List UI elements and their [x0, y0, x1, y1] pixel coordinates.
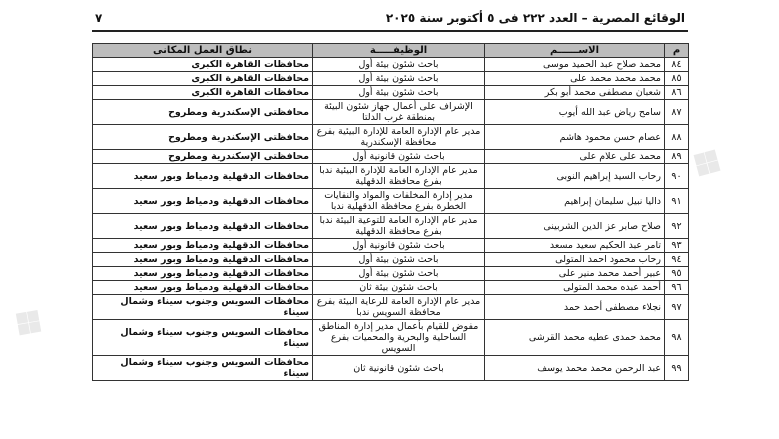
job-title: باحث شئون قانونية ثان: [313, 356, 485, 381]
work-scope: محافظات القاهرة الكبرى: [93, 86, 313, 100]
table-row: [93, 214, 689, 239]
row-number: ٩٣: [665, 239, 689, 253]
watermark-bottom-left: ❖: [0, 293, 57, 354]
table-row: [93, 164, 689, 189]
employee-name: نجلاء مصطفى أحمد حمد: [485, 295, 665, 320]
work-scope: محافظات الدقهلية ودمياط وبور سعيد: [93, 281, 313, 295]
employee-name: تامر عبد الحكيم سعيد مسعد: [485, 239, 665, 253]
job-title: باحث شئون بيئة أول: [313, 253, 485, 267]
job-title: باحث شئون بيئة أول: [313, 72, 485, 86]
employee-name: أحمد عبده محمد المتولى: [485, 281, 665, 295]
page-header: [95, 8, 685, 28]
table-row: [93, 267, 689, 281]
job-title: باحث شئون قانونية أول: [313, 150, 485, 164]
row-number: ٩٩: [665, 356, 689, 381]
job-title: الإشراف على أعمال جهاز شئون البيئة بمنطقة غرب الدلتا: [313, 100, 485, 125]
row-number: ٩٤: [665, 253, 689, 267]
column-header-job: الوظيفـــــة: [313, 44, 485, 58]
employee-name: رحاب محمود احمد المتولى: [485, 253, 665, 267]
row-number: ٩٠: [665, 164, 689, 189]
job-title: مفوض للقيام بأعمال مدير إدارة المناطق الساحلية والبحرية والمحميات بفرع السويس: [313, 320, 485, 356]
work-scope: محافظات الدقهلية ودمياط وبور سعيد: [93, 164, 313, 189]
employee-name: عبير أحمد محمد منير على: [485, 267, 665, 281]
row-number: ٩٧: [665, 295, 689, 320]
row-number: ٩١: [665, 189, 689, 214]
employee-name: محمد على علام على: [485, 150, 665, 164]
row-number: ٩٥: [665, 267, 689, 281]
table-row: [93, 356, 689, 381]
publication-title: الوقائع المصرية: [591, 11, 685, 25]
work-scope: محافظات الدقهلية ودمياط وبور سعيد: [93, 239, 313, 253]
job-title: مدير عام الإدارة العامة للتوعية البيئة ندبا بفرع محافظة الدقهلية: [313, 214, 485, 239]
employee-name: محمد محمد محمد على: [485, 72, 665, 86]
column-header-number: م: [665, 44, 689, 58]
row-number: ٨٥: [665, 72, 689, 86]
row-number: ٩٢: [665, 214, 689, 239]
watermark-top-right: ❖: [678, 136, 738, 191]
work-scope: محافظات الدقهلية ودمياط وبور سعيد: [93, 189, 313, 214]
job-title: باحث شئون بيئة أول: [313, 86, 485, 100]
employee-name: عصام حسن محمود هاشم: [485, 125, 665, 150]
column-header-scope: نطاق العمل المكانى: [93, 44, 313, 58]
work-scope: محافظات الدقهلية ودمياط وبور سعيد: [93, 267, 313, 281]
table-header-row: [93, 44, 689, 58]
row-number: ٨٨: [665, 125, 689, 150]
employee-name: صلاح صابر عز الدين الشربينى: [485, 214, 665, 239]
employee-name: داليا نبيل سليمان إبراهيم: [485, 189, 665, 214]
employee-name: رحاب السيد إبراهيم النوبى: [485, 164, 665, 189]
work-scope: محافظات الدقهلية ودمياط وبور سعيد: [93, 214, 313, 239]
employee-name: سامح رياض عبد الله أيوب: [485, 100, 665, 125]
work-scope: محافظتى الإسكندرية ومطروح: [93, 150, 313, 164]
job-title: باحث شئون بيئة أول: [313, 58, 485, 72]
job-title: باحث شئون بيئة ثان: [313, 281, 485, 295]
employee-name: محمد حمدى عطيه محمد القرشى: [485, 320, 665, 356]
job-title: مدير عام الإدارة العامة للإدارة البيئية ندبا بفرع محافظة الدقهلية: [313, 164, 485, 189]
table-row: [93, 125, 689, 150]
table-row: [93, 72, 689, 86]
row-number: ٨٤: [665, 58, 689, 72]
employee-name: محمد صلاح عبد الحميد موسى: [485, 58, 665, 72]
header-publication-issue: الوقائع المصرية – العدد ٢٢٢ فى ٥ أكتوبر سنة ٢٠٢٥: [385, 11, 685, 25]
table-row: [93, 58, 689, 72]
work-scope: محافظات القاهرة الكبرى: [93, 72, 313, 86]
work-scope: محافظات الدقهلية ودمياط وبور سعيد: [93, 253, 313, 267]
header-divider: [92, 30, 688, 32]
table-row: [93, 253, 689, 267]
job-title: مدير عام الإدارة العامة للرعاية البيئة بفرع محافظة السويس ندبا: [313, 295, 485, 320]
row-number: ٨٧: [665, 100, 689, 125]
work-scope: محافظات السويس وجنوب سيناء وشمال سيناء: [93, 295, 313, 320]
row-number: ٩٨: [665, 320, 689, 356]
table-row: [93, 320, 689, 356]
table-row: [93, 239, 689, 253]
issue-info: العدد ٢٢٢ فى ٥ أكتوبر سنة ٢٠٢٥: [385, 11, 578, 25]
table-row: [93, 295, 689, 320]
row-number: ٨٦: [665, 86, 689, 100]
staff-table: [92, 43, 689, 381]
job-title: مدير عام الإدارة العامة للإدارة البيئية بفرع محافظة الإسكندرية: [313, 125, 485, 150]
work-scope: محافظات القاهرة الكبرى: [93, 58, 313, 72]
job-title: باحث شئون قانونية أول: [313, 239, 485, 253]
row-number: ٩٦: [665, 281, 689, 295]
page-number: ٧: [95, 11, 103, 25]
table-row: [93, 189, 689, 214]
table-row: [93, 150, 689, 164]
table-row: [93, 100, 689, 125]
work-scope: محافظات السويس وجنوب سيناء وشمال سيناء: [93, 356, 313, 381]
employee-name: عبد الرحمن محمد محمد يوسف: [485, 356, 665, 381]
work-scope: محافظتى الإسكندرية ومطروح: [93, 100, 313, 125]
column-header-name: الاســــــم: [485, 44, 665, 58]
job-title: مدير إدارة المخلفات والمواد والنفايات الخطرة بفرع محافظة الدقهلية ندبا: [313, 189, 485, 214]
employee-name: شعبان مصطفى محمد أبو بكر: [485, 86, 665, 100]
table-row: [93, 86, 689, 100]
work-scope: محافظات السويس وجنوب سيناء وشمال سيناء: [93, 320, 313, 356]
work-scope: محافظتى الإسكندرية ومطروح: [93, 125, 313, 150]
job-title: باحث شئون بيئة أول: [313, 267, 485, 281]
row-number: ٨٩: [665, 150, 689, 164]
table-body: [93, 58, 689, 381]
table-row: [93, 281, 689, 295]
